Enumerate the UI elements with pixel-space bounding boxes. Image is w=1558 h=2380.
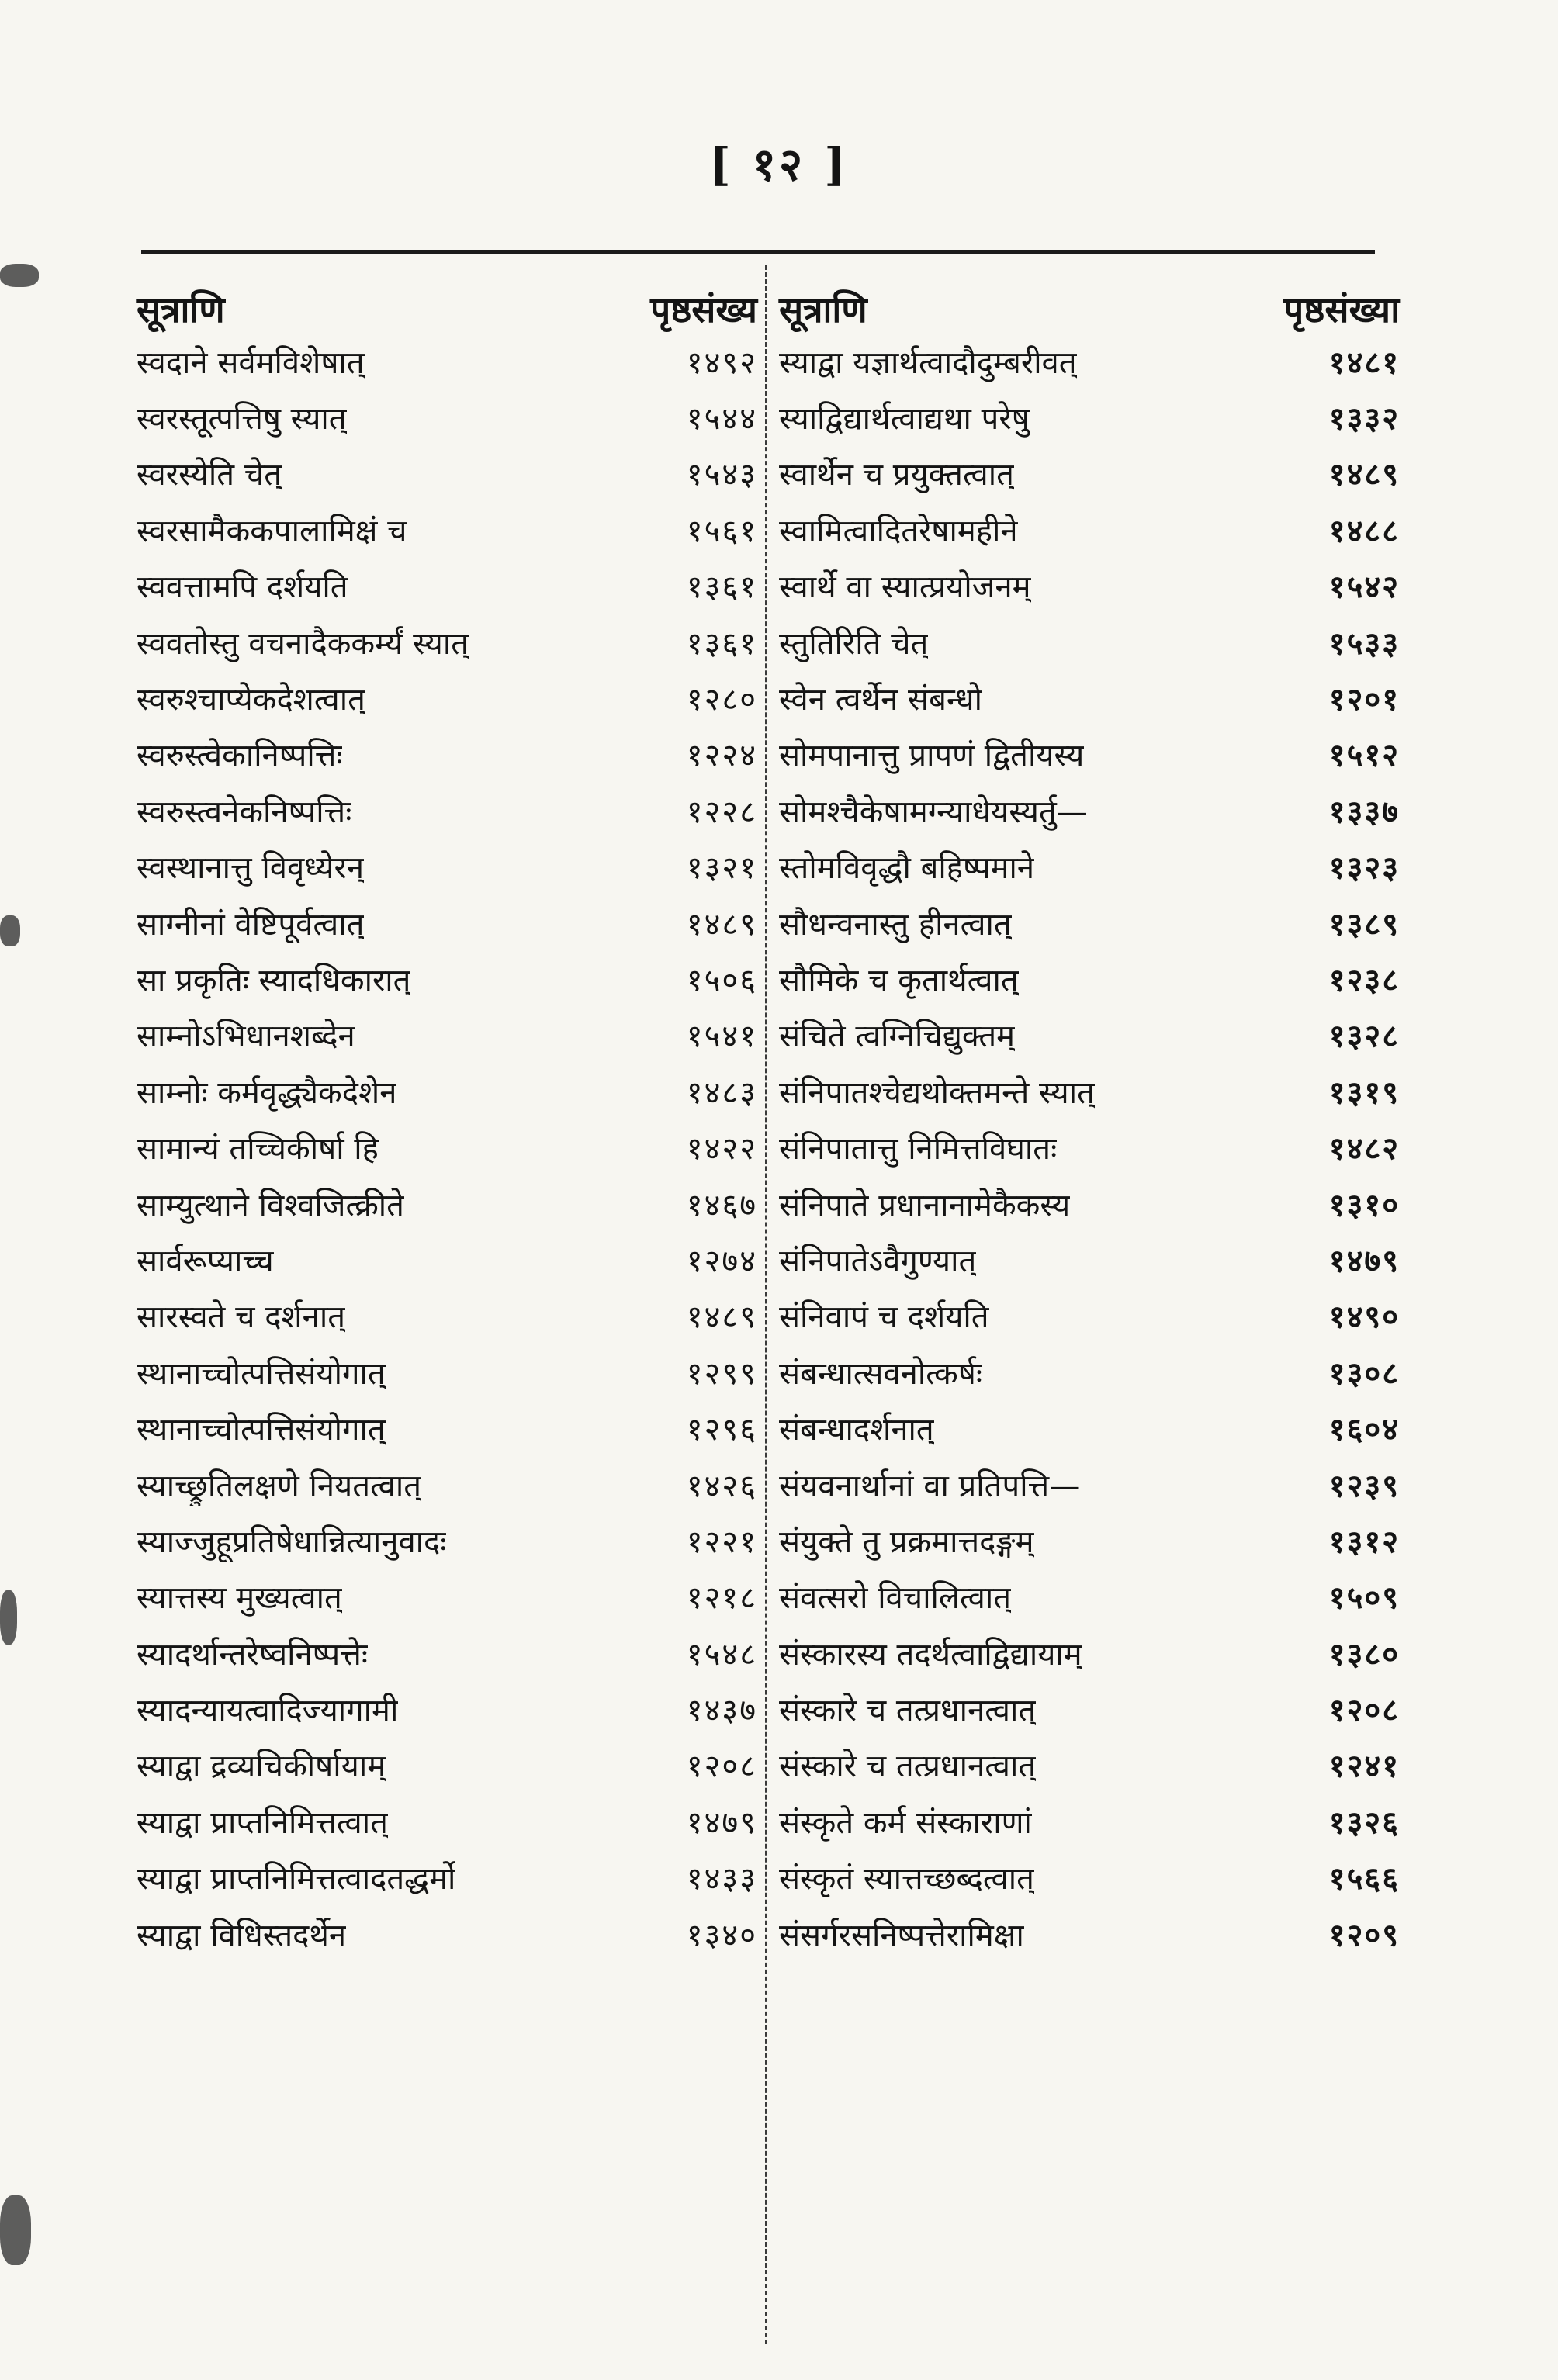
sutra-text: संनिवापं च दर्शयति bbox=[779, 1299, 989, 1336]
sutra-text: संनिपाते प्रधानानामेकैकस्य bbox=[779, 1187, 1071, 1223]
index-entry bbox=[137, 1905, 757, 1961]
index-column-right bbox=[779, 268, 1400, 1961]
index-entry bbox=[137, 950, 757, 1006]
sutra-text: स्याद्वा प्राप्तनिमित्तत्वादतद्धर्मो bbox=[137, 1861, 456, 1897]
page-ref: १३८९ bbox=[1328, 906, 1400, 943]
sutra-text: स्याच्छ्रुतिलक्षणे नियतत्वात् bbox=[137, 1468, 422, 1504]
index-entry bbox=[779, 1344, 1400, 1399]
sutra-text: स्याद्वा यज्ञार्थत्वादौदुम्बरीवत् bbox=[779, 344, 1077, 381]
page-ref: १२९९ bbox=[686, 1355, 757, 1392]
index-entry bbox=[779, 1007, 1400, 1063]
sutra-text: स्ववत्तामपि दर्शयति bbox=[137, 569, 348, 606]
page-ref: १३२६ bbox=[1328, 1804, 1400, 1841]
sutra-text: साम्युत्थाने विश्वजित्क्रीते bbox=[137, 1187, 404, 1223]
index-entry bbox=[137, 726, 757, 782]
sutra-text: संस्कृते कर्म संस्काराणां bbox=[779, 1804, 1032, 1841]
page-ref: १३६१ bbox=[686, 569, 757, 606]
page-ref: १४७९ bbox=[686, 1804, 757, 1841]
page-ref: १२०९ bbox=[1328, 1917, 1400, 1953]
sutra-text: संयवनार्थानां वा प्रतिपत्ति— bbox=[779, 1468, 1081, 1504]
index-entry bbox=[137, 389, 757, 445]
index-entry bbox=[779, 1512, 1400, 1568]
page-ref: १३२१ bbox=[686, 850, 757, 887]
column-header-right bbox=[779, 268, 1400, 333]
page-ref: १४२६ bbox=[686, 1468, 757, 1504]
index-entry bbox=[137, 1849, 757, 1905]
sutra-text: सोमश्चैकेषामग्न्याधेयस्यर्तु— bbox=[779, 794, 1088, 830]
page-ref: १२०८ bbox=[686, 1749, 757, 1785]
page-ref: १२४१ bbox=[1328, 1749, 1400, 1785]
index-entry bbox=[137, 1344, 757, 1399]
index-rows-left bbox=[137, 333, 757, 1961]
header-page-label: पृष्ठसंख्या bbox=[1283, 289, 1400, 330]
index-entry bbox=[137, 1175, 757, 1231]
index-entry bbox=[137, 1624, 757, 1680]
index-entry bbox=[137, 501, 757, 557]
index-entry bbox=[137, 839, 757, 894]
header-rule bbox=[141, 250, 1375, 254]
page-ref: १२३८ bbox=[1328, 962, 1400, 998]
sutra-text: संबन्धात्सवनोत्कर्षः bbox=[779, 1355, 982, 1392]
sutra-text: सौमिके च कृतार्थत्वात् bbox=[779, 962, 1019, 998]
page-ref: १३१० bbox=[1328, 1187, 1400, 1223]
index-entry bbox=[137, 1288, 757, 1344]
page-ref: १३३७ bbox=[1328, 794, 1400, 830]
sutra-text: स्वरस्तूत्पत्तिषु स्यात् bbox=[137, 401, 347, 438]
sutra-text: सा प्रकृतिः स्यादधिकारात् bbox=[137, 962, 411, 998]
page-ref: १४८९ bbox=[686, 1299, 757, 1336]
page-ref: १३२८ bbox=[1328, 1019, 1400, 1055]
index-entry bbox=[779, 614, 1400, 669]
sutra-text: स्वरुश्चाप्येकदेशत्वात् bbox=[137, 682, 365, 718]
sutra-text: सार्वरूप्याच्च bbox=[137, 1243, 274, 1279]
index-entry bbox=[137, 1456, 757, 1512]
sutra-text: संबन्धादर्शनात् bbox=[779, 1412, 934, 1448]
page-ref: १५४३ bbox=[686, 457, 757, 493]
index-entry bbox=[137, 1680, 757, 1736]
sutra-text: स्वस्थानात्तु विवृध्येरन् bbox=[137, 850, 365, 887]
page-ref: १२८० bbox=[686, 682, 757, 718]
index-entry bbox=[137, 558, 757, 614]
sutra-text: संस्कृतं स्यात्तच्छब्दत्वात् bbox=[779, 1861, 1034, 1897]
page-ref: १२७४ bbox=[686, 1243, 757, 1279]
sutra-text: स्यात्तस्य मुख्यत्वात् bbox=[137, 1580, 342, 1617]
page-ref: १४९० bbox=[1328, 1299, 1400, 1336]
page-ref: १३६१ bbox=[686, 625, 757, 662]
index-entry bbox=[137, 614, 757, 669]
page-ref: १३१९ bbox=[1328, 1074, 1400, 1111]
sutra-text: स्यादर्थान्तरेष्वनिष्पत्तेः bbox=[137, 1636, 368, 1673]
sutra-text: संस्कारे च तत्प्रधानत्वात् bbox=[779, 1693, 1037, 1729]
page-ref: १५४८ bbox=[686, 1636, 757, 1673]
sutra-text: स्यादन्यायत्वादिज्यागामी bbox=[137, 1693, 399, 1729]
sutra-text: स्याद्वा प्राप्तनिमित्तत्वात् bbox=[137, 1804, 388, 1841]
index-column-left bbox=[137, 268, 757, 1961]
sutra-text: स्तुतिरिति चेत् bbox=[779, 625, 929, 662]
index-entry bbox=[779, 1231, 1400, 1287]
page-ref: १५६१ bbox=[686, 513, 757, 549]
page-edge-mark bbox=[0, 2195, 31, 2265]
page-ref: १४८९ bbox=[686, 906, 757, 943]
page-ref: १२९६ bbox=[686, 1412, 757, 1448]
index-entry bbox=[779, 669, 1400, 725]
page-ref: १५४२ bbox=[1328, 569, 1400, 606]
index-entry bbox=[779, 1456, 1400, 1512]
index-entry bbox=[137, 894, 757, 950]
index-entry bbox=[779, 1569, 1400, 1624]
page-ref: १२१८ bbox=[686, 1580, 757, 1617]
sutra-text: सोमपानात्तु प्रापणं द्वितीयस्य bbox=[779, 738, 1085, 774]
index-entry bbox=[137, 1737, 757, 1793]
page-ref: १५३३ bbox=[1328, 625, 1400, 662]
sutra-text: संनिपातात्तु निमित्तविघातः bbox=[779, 1131, 1058, 1168]
sutra-text: सामान्यं तच्चिकीर्षा हि bbox=[137, 1131, 379, 1168]
sutra-text: स्ववतोस्तु वचनादैककर्म्यं स्यात् bbox=[137, 625, 469, 662]
index-entry bbox=[137, 1569, 757, 1624]
sutra-text: संसर्गरसनिष्पत्तेरामिक्षा bbox=[779, 1917, 1024, 1953]
page-ref: १४८८ bbox=[1328, 513, 1400, 549]
sutra-text: स्वरुस्त्वेकानिष्पत्तिः bbox=[137, 738, 343, 774]
column-divider bbox=[765, 265, 767, 2344]
page-ref: १४८९ bbox=[1328, 457, 1400, 493]
index-entry bbox=[779, 950, 1400, 1006]
sutra-text: संयुक्ते तु प्रक्रमात्तदङ्गम् bbox=[779, 1524, 1034, 1560]
sutra-text: स्वामित्वादितरेषामहीने bbox=[779, 513, 1018, 549]
index-entry bbox=[779, 389, 1400, 445]
index-entry bbox=[779, 1119, 1400, 1174]
sutra-text: सौधन्वनास्तु हीनत्वात् bbox=[779, 906, 1012, 943]
page-ref: १२२८ bbox=[686, 794, 757, 830]
index-entry bbox=[779, 1175, 1400, 1231]
sutra-text: स्थानाच्चोत्पत्तिसंयोगात् bbox=[137, 1355, 386, 1392]
index-entry bbox=[779, 501, 1400, 557]
index-rows-right bbox=[779, 333, 1400, 1961]
page-ref: १३२३ bbox=[1328, 850, 1400, 887]
sutra-text: स्वार्थे वा स्यात्प्रयोजनम् bbox=[779, 569, 1031, 606]
page-ref: १२२४ bbox=[686, 738, 757, 774]
index-entry bbox=[779, 1793, 1400, 1849]
sutra-text: संनिपातेऽवैगुण्यात् bbox=[779, 1243, 977, 1279]
sutra-text: साम्नोऽभिधानशब्देन bbox=[137, 1019, 355, 1055]
index-entry bbox=[779, 726, 1400, 782]
index-entry bbox=[137, 1512, 757, 1568]
sutra-text: संचिते त्वग्निचिद्युक्तम् bbox=[779, 1019, 1016, 1055]
page-ref: १५४१ bbox=[686, 1019, 757, 1055]
page-ref: १५४४ bbox=[686, 401, 757, 438]
index-entry bbox=[137, 1399, 757, 1455]
column-header-left bbox=[137, 268, 757, 333]
page-edge-mark bbox=[0, 915, 20, 946]
index-entry bbox=[779, 1849, 1400, 1905]
index-entry bbox=[137, 333, 757, 389]
header-sutra-label: सूत्राणि bbox=[137, 289, 225, 330]
page-ref: १४७९ bbox=[1328, 1243, 1400, 1279]
sutra-text: संस्कारे च तत्प्रधानत्वात् bbox=[779, 1749, 1037, 1785]
sutra-text: स्याज्जुहूप्रतिषेधान्नित्यानुवादः bbox=[137, 1524, 447, 1560]
page-ref: १५०९ bbox=[1328, 1580, 1400, 1617]
index-entry bbox=[779, 1905, 1400, 1961]
index-entry bbox=[779, 1737, 1400, 1793]
sutra-text: स्वरसामैककपालामिक्षं च bbox=[137, 513, 407, 549]
sutra-text: सारस्वते च दर्शनात् bbox=[137, 1299, 345, 1336]
index-entry bbox=[137, 1007, 757, 1063]
index-entry bbox=[779, 1680, 1400, 1736]
index-entry bbox=[779, 333, 1400, 389]
sutra-text: स्वरस्येति चेत् bbox=[137, 457, 282, 493]
page-ref: १५०६ bbox=[686, 962, 757, 998]
index-entry bbox=[137, 445, 757, 501]
page-ref: १४३३ bbox=[686, 1861, 757, 1897]
sutra-text: स्याद्वा द्रव्यचिकीर्षायाम् bbox=[137, 1749, 386, 1785]
page-ref: १६०४ bbox=[1328, 1412, 1400, 1448]
page-ref: १३८० bbox=[1328, 1636, 1400, 1673]
sutra-text: संवत्सरो विचालित्वात् bbox=[779, 1580, 1012, 1617]
page-ref: १२३९ bbox=[1328, 1468, 1400, 1504]
page-ref: १४६७ bbox=[686, 1187, 757, 1223]
header-sutra-label: सूत्राणि bbox=[779, 289, 867, 330]
index-entry bbox=[779, 1288, 1400, 1344]
page-ref: १४८३ bbox=[686, 1074, 757, 1111]
index-entry bbox=[779, 1063, 1400, 1119]
page-ref: १३१२ bbox=[1328, 1524, 1400, 1560]
index-entry bbox=[779, 894, 1400, 950]
index-entry bbox=[779, 1399, 1400, 1455]
page-ref: १२०१ bbox=[1328, 682, 1400, 718]
index-entry bbox=[137, 1119, 757, 1174]
sutra-text: संस्कारस्य तदर्थत्वाद्विद्यायाम् bbox=[779, 1636, 1082, 1673]
sutra-text: साम्नोः कर्मवृद्ध्यैकदेशेन bbox=[137, 1074, 397, 1111]
page-ref: १३०८ bbox=[1328, 1355, 1400, 1392]
page-ref: १३४० bbox=[686, 1917, 757, 1953]
page-ref: १५६६ bbox=[1328, 1861, 1400, 1897]
sutra-text: साग्नीनां वेष्टिपूर्वत्वात् bbox=[137, 906, 365, 943]
index-entry bbox=[137, 1063, 757, 1119]
sutra-text: स्वरुस्त्वनेकनिष्पत्तिः bbox=[137, 794, 352, 830]
page-ref: १४९२ bbox=[686, 344, 757, 381]
page-ref: १४२२ bbox=[686, 1131, 757, 1168]
page-number: [ १२ ] bbox=[709, 138, 849, 191]
page-edge-mark bbox=[0, 264, 39, 287]
index-entry bbox=[779, 445, 1400, 501]
page-ref: १२०८ bbox=[1328, 1693, 1400, 1729]
index-entry bbox=[137, 669, 757, 725]
index-entry bbox=[137, 1793, 757, 1849]
sutra-text: स्वदाने सर्वमविशेषात् bbox=[137, 344, 365, 381]
sutra-text: स्थानाच्चोत्पत्तिसंयोगात् bbox=[137, 1412, 386, 1448]
sutra-text: स्याद्वा विधिस्तदर्थेन bbox=[137, 1917, 347, 1953]
index-entry bbox=[779, 1624, 1400, 1680]
sutra-text: स्तोमविवृद्धौ बहिष्पमाने bbox=[779, 850, 1035, 887]
page-edge-mark bbox=[0, 1590, 17, 1645]
sutra-text: स्वार्थेन च प्रयुक्तत्वात् bbox=[779, 457, 1014, 493]
page-ref: १४८१ bbox=[1328, 344, 1400, 381]
page-ref: १५१२ bbox=[1328, 738, 1400, 774]
header-page-label: पृष्ठसंख्य bbox=[650, 289, 757, 330]
page-ref: १४३७ bbox=[686, 1693, 757, 1729]
sutra-text: स्वेन त्वर्थेन संबन्धो bbox=[779, 682, 982, 718]
sutra-text: संनिपातश्चेद्यथोक्तमन्ते स्यात् bbox=[779, 1074, 1095, 1111]
page-ref: १२२१ bbox=[686, 1524, 757, 1560]
page-ref: १३३२ bbox=[1328, 401, 1400, 438]
index-entry bbox=[137, 1231, 757, 1287]
page-ref: १४८२ bbox=[1328, 1131, 1400, 1168]
index-entry bbox=[779, 782, 1400, 838]
index-entry bbox=[779, 839, 1400, 894]
index-entry bbox=[779, 558, 1400, 614]
index-entry bbox=[137, 782, 757, 838]
sutra-text: स्याद्विद्यार्थत्वाद्यथा परेषु bbox=[779, 401, 1030, 438]
